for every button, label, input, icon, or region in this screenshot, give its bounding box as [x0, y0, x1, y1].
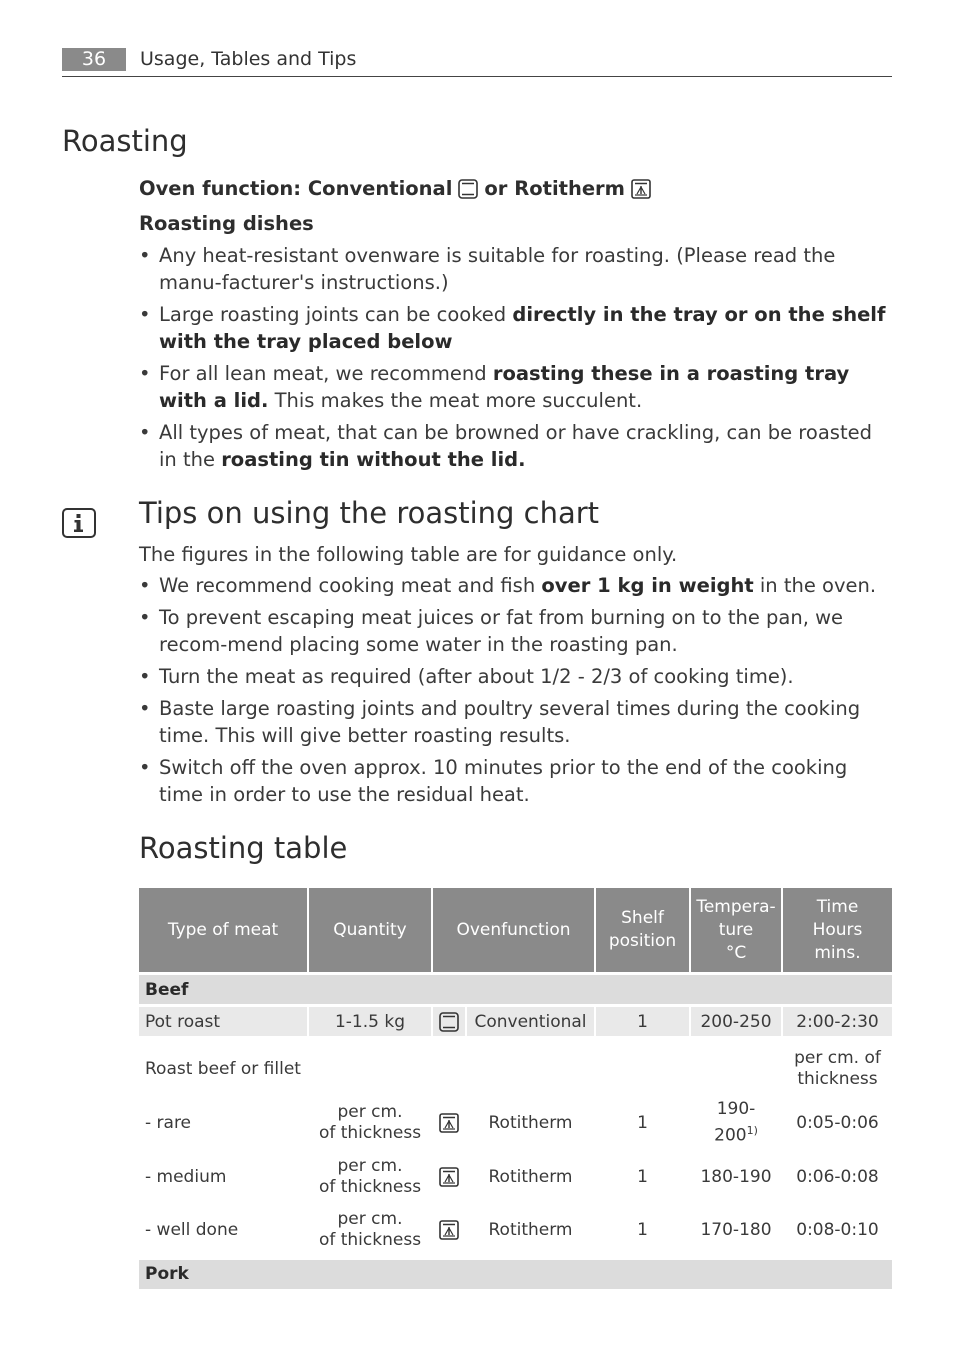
- roasting-heading: Roasting: [62, 124, 188, 158]
- table-row: - well done per cm. of thickness Rotitherm 1 170-180 0:08-0:10: [139, 1204, 892, 1258]
- tips-heading: Tips on using the roasting chart: [139, 496, 600, 530]
- section-row-beef: Beef: [139, 974, 892, 1006]
- tips-bullets: [139, 572, 891, 813]
- list-item: • Baste large roasting joints and poultry several times during the cooking time. This will give better roasting results.: [139, 695, 891, 749]
- oven-function-prefix: Oven function: Conventional: [139, 177, 453, 200]
- col-time: Time Hours mins.: [782, 888, 892, 974]
- conventional-icon: [458, 179, 478, 199]
- list-item: • For all lean meat, we recommend roasting these in a roasting tray with a lid. This makes the meat more succulent.: [139, 360, 891, 414]
- list-item: • To prevent escaping meat juices or fat from burning on to the pan, we recom-mend placing some water in the roasting pan.: [139, 604, 891, 658]
- col-ovenfunction: Ovenfunction: [432, 888, 595, 974]
- header-title: Usage, Tables and Tips: [140, 48, 357, 70]
- rotitherm-icon: [439, 1220, 459, 1240]
- oven-function-or: or Rotitherm: [484, 177, 625, 200]
- table-row: - medium per cm. of thickness Rotitherm 1 180-190 0:06-0:08: [139, 1150, 892, 1204]
- list-item: • Turn the meat as required (after about 1/2 - 2/3 of cooking time).: [139, 663, 891, 690]
- roasting-table-heading: Roasting table: [139, 831, 348, 865]
- tips-intro: The figures in the following table are for guidance only.: [139, 543, 678, 566]
- section-row-pork: Pork: [139, 1258, 892, 1289]
- col-type: Type of meat: [139, 888, 308, 974]
- page-number: 36: [62, 48, 126, 71]
- rotitherm-icon: [439, 1113, 459, 1133]
- info-icon: [62, 508, 96, 538]
- table-row: - rare per cm. of thickness Rotitherm 1 190-200$^{1)}$ 0:05-0:06: [139, 1096, 892, 1150]
- rotitherm-icon: [631, 179, 651, 199]
- rotitherm-icon: [439, 1167, 459, 1187]
- list-item: • Any heat-resistant ovenware is suitable for roasting. (Please read the manu-facturer's instructions.): [139, 242, 891, 296]
- roasting-bullets: [139, 242, 891, 478]
- table-row: Pot roast 1-1.5 kg Conventional 1 200-250 2:00-2:30: [139, 1006, 892, 1037]
- list-item: • Switch off the oven approx. 10 minutes prior to the end of the cooking time in order to use the residual heat.: [139, 754, 891, 808]
- table-header-row: [139, 888, 892, 974]
- table-row: Roast beef or fillet per cm. of thickness: [139, 1036, 892, 1096]
- roasting-table: [139, 888, 892, 1289]
- col-quantity: Quantity: [308, 888, 432, 974]
- col-temperature: Tempera- ture °C: [690, 888, 782, 974]
- list-item: • All types of meat, that can be browned or have crackling, can be roasted in the roasting tin without the lid.: [139, 419, 891, 473]
- list-item: • Large roasting joints can be cooked directly in the tray or on the shelf with the tray placed below: [139, 301, 891, 355]
- page-header: [62, 46, 892, 77]
- conventional-icon: [439, 1012, 459, 1032]
- list-item: • We recommend cooking meat and fish over 1 kg in weight in the oven.: [139, 572, 891, 599]
- roasting-dishes-heading: Roasting dishes: [139, 212, 314, 235]
- col-shelf: Shelf position: [595, 888, 690, 974]
- oven-function-line: [139, 177, 651, 200]
